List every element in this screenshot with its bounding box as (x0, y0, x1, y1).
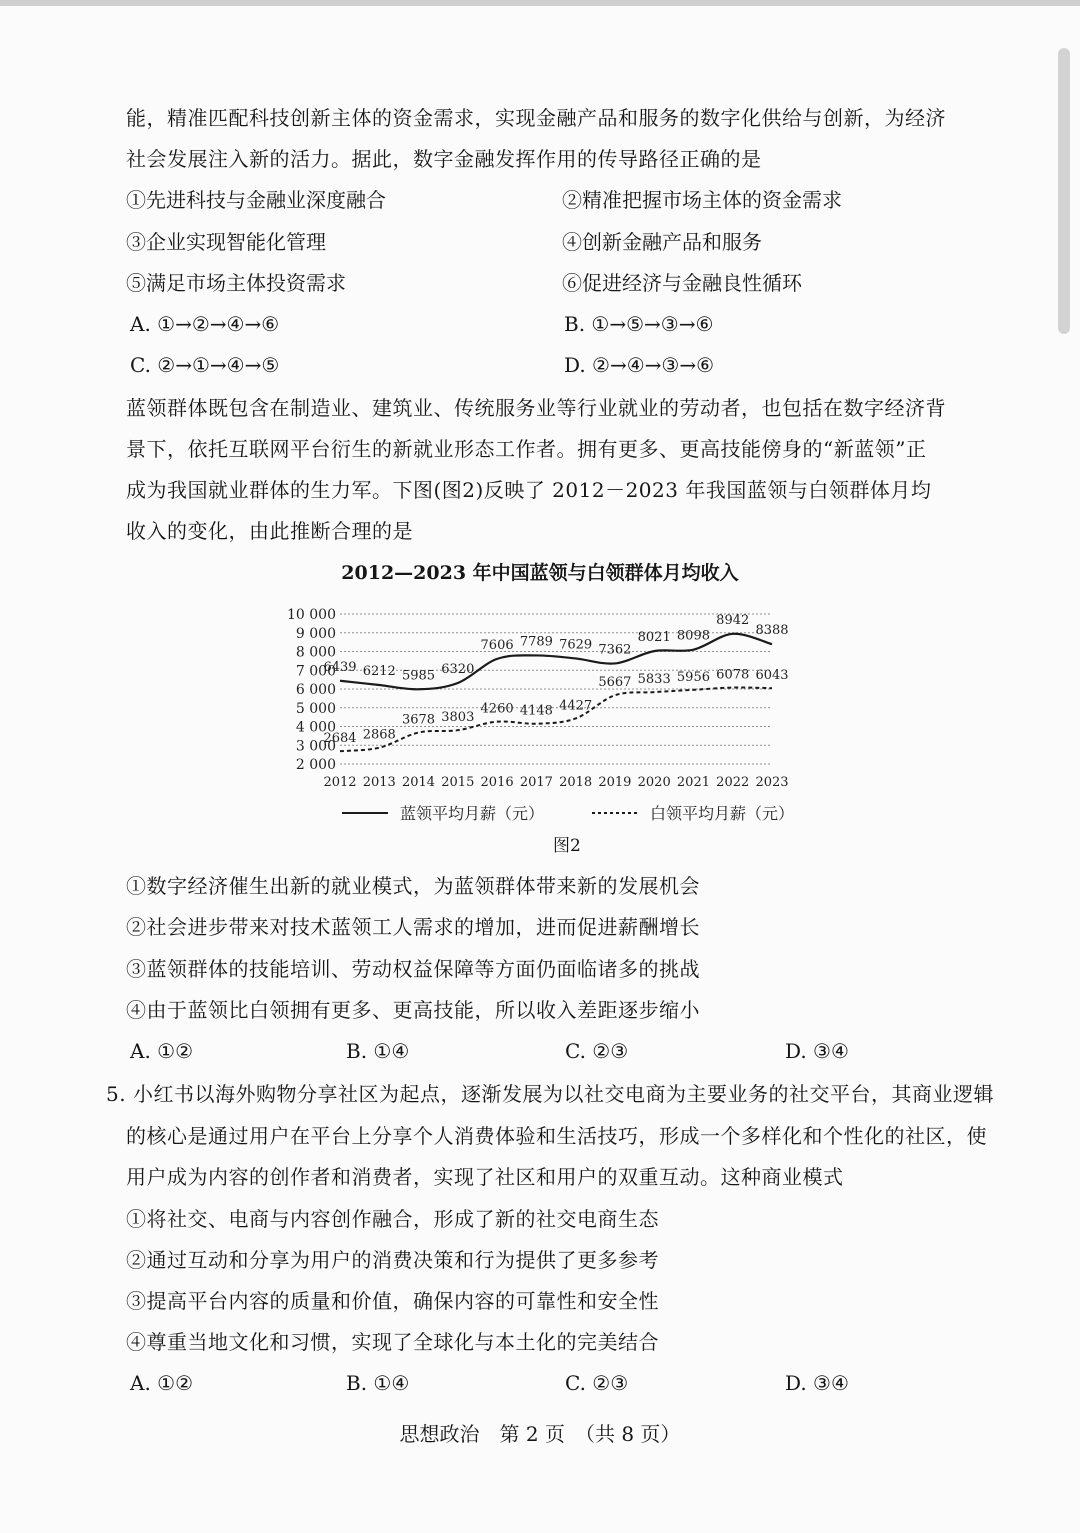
chart-title: 2012—2023 年中国蓝领与白领群体月均收入 (341, 562, 739, 584)
q3-choice-a: A. ①→②→④→⑥ (130, 312, 280, 336)
x-tick-label: 2020 (637, 775, 671, 790)
y-tick-label: 4 000 (295, 719, 336, 736)
q4-stem-line-3: 成为我国就业群体的生力军。下图(图2)反映了 2012－2023 年我国蓝领与白领群体月均 (126, 478, 932, 502)
legend-blue-collar: 蓝领平均月薪（元） (400, 804, 545, 823)
q5-choice-d: D. ③④ (785, 1371, 849, 1395)
white-collar-data-label: 2684 (323, 731, 357, 747)
page-footer: 思想政治 第 2 页 （共 8 页） (399, 1422, 681, 1446)
white-collar-data-label: 6043 (755, 668, 789, 684)
white-collar-data-label: 4427 (559, 698, 593, 714)
q5-stem-line-2: 的核心是通过用户在平台上分享个人消费体验和生活技巧，形成一个多样化和个性化的社区，使 (126, 1124, 987, 1148)
legend-white-collar: 白领平均月薪（元） (650, 804, 795, 823)
top-edge (0, 0, 1080, 6)
y-tick-label: 3 000 (295, 738, 336, 755)
q4-item-2: ②社会进步带来对技术蓝领工人需求的增加，进而促进薪酬增长 (126, 915, 700, 939)
q4-stem-line-1: 蓝领群体既包含在制造业、建筑业、传统服务业等行业就业的劳动者，也包括在数字经济背 (126, 396, 946, 420)
q3-item-1: ①先进科技与金融业深度融合 (126, 188, 386, 212)
blue-collar-data-label: 8388 (755, 623, 789, 639)
q5-item-3: ③提高平台内容的质量和价值，确保内容的可靠性和安全性 (126, 1289, 659, 1313)
x-tick-label: 2021 (676, 775, 711, 790)
blue-collar-data-label: 6320 (441, 662, 475, 677)
white-collar-data-label: 6078 (716, 667, 750, 683)
q4-choice-c: C. ②③ (565, 1039, 629, 1063)
y-tick-label: 2 000 (295, 757, 336, 773)
chart-x-ticks (323, 775, 788, 790)
x-tick-label: 2012 (323, 775, 357, 790)
q5-choice-c: C. ②③ (565, 1371, 629, 1395)
income-line-chart (270, 598, 830, 838)
q3-choice-d: D. ②→④→③→⑥ (564, 353, 715, 377)
white-collar-data-label: 2868 (362, 727, 396, 743)
white-collar-data-label: 5833 (637, 672, 671, 688)
q4-choice-b: B. ①④ (346, 1039, 410, 1063)
x-tick-label: 2016 (480, 775, 514, 790)
q5-stem-line-1: 5. 小红书以海外购物分享社区为起点，逐渐发展为以社交电商为主要业务的社交平台，其商业逻辑 (106, 1082, 994, 1106)
q3-item-2: ②精准把握市场主体的资金需求 (562, 188, 842, 212)
q4-choice-d: D. ③④ (785, 1039, 849, 1063)
blue-collar-data-label: 8098 (676, 628, 711, 644)
blue-collar-data-label: 6439 (323, 659, 357, 675)
figure-caption: 图2 (553, 836, 581, 856)
q4-choice-a: A. ①② (130, 1039, 194, 1063)
x-tick-label: 2013 (362, 775, 396, 790)
x-tick-label: 2014 (401, 775, 436, 790)
q4-item-1: ①数字经济催生出新的就业模式，为蓝领群体带来新的发展机会 (126, 874, 700, 898)
y-tick-label: 9 000 (295, 625, 336, 642)
q4-item-3: ③蓝领群体的技能培训、劳动权益保障等方面仍面临诸多的挑战 (126, 957, 700, 981)
y-tick-label: 5 000 (295, 700, 336, 717)
q5-item-1: ①将社交、电商与内容创作融合，形成了新的社交电商生态 (126, 1207, 659, 1231)
chart-legend (342, 804, 794, 823)
blue-collar-data-label: 7606 (480, 637, 514, 653)
x-tick-label: 2017 (519, 775, 553, 790)
q3-item-5: ⑤满足市场主体投资需求 (126, 271, 346, 295)
x-tick-label: 2015 (441, 775, 475, 790)
q4-stem-line-2: 景下，依托互联网平台衍生的新就业形态工作者。拥有更多、更高技能傍身的“新蓝领”正 (126, 437, 927, 461)
white-collar-data-label: 5956 (676, 669, 711, 685)
y-tick-label: 10 000 (287, 607, 336, 623)
white-collar-data-label: 4260 (480, 701, 514, 717)
q5-stem-line-3: 用户成为内容的创作者和消费者，实现了社区和用户的双重互动。这种商业模式 (126, 1165, 844, 1189)
q3-item-4: ④创新金融产品和服务 (562, 230, 762, 254)
blue-collar-data-label: 6212 (362, 664, 396, 680)
blue-collar-data-label: 8021 (637, 630, 671, 646)
q4-stem-line-4: 收入的变化，由此推断合理的是 (126, 519, 413, 543)
blue-collar-data-label: 8942 (716, 612, 750, 628)
blue-collar-data-label: 7362 (598, 642, 632, 658)
x-tick-label: 2023 (755, 775, 789, 790)
x-tick-label: 2019 (598, 775, 632, 790)
chart-y-ticks (287, 607, 336, 773)
x-tick-label: 2022 (716, 775, 750, 790)
blue-collar-data-label: 5985 (401, 668, 436, 684)
white-collar-data-label: 4148 (519, 703, 553, 719)
y-tick-label: 6 000 (295, 682, 336, 698)
q5-choice-b: B. ①④ (346, 1371, 410, 1395)
white-collar-data-label: 3678 (401, 712, 436, 728)
q5-item-2: ②通过互动和分享为用户的消费决策和行为提供了更多参考 (126, 1248, 659, 1272)
blue-collar-data-label: 7789 (519, 634, 553, 650)
scrollbar-thumb[interactable] (1058, 48, 1070, 334)
q3-choice-b: B. ①→⑤→③→⑥ (564, 312, 714, 336)
q3-stem-line-1: 能，精准匹配科技创新主体的资金需求，实现金融产品和服务的数字化供给与创新，为经济 (126, 106, 946, 130)
y-tick-label: 7 000 (295, 663, 336, 680)
q5-item-4: ④尊重当地文化和习惯，实现了全球化与本土化的完美结合 (126, 1330, 659, 1354)
blue-collar-data-label: 7629 (559, 637, 593, 653)
q3-choice-c: C. ②→①→④→⑤ (130, 353, 280, 377)
q3-item-6: ⑥促进经济与金融良性循环 (562, 271, 802, 295)
q3-item-3: ③企业实现智能化管理 (126, 230, 326, 254)
white-collar-data-label: 3803 (441, 710, 475, 726)
x-tick-label: 2018 (559, 775, 593, 790)
q5-choice-a: A. ①② (130, 1371, 194, 1395)
white-collar-data-label: 5667 (598, 675, 632, 691)
q4-item-4: ④由于蓝领比白领拥有更多、更高技能，所以收入差距逐步缩小 (126, 998, 700, 1022)
y-tick-label: 8 000 (295, 644, 336, 661)
q3-stem-line-2: 社会发展注入新的活力。据此，数字金融发挥作用的传导路径正确的是 (126, 147, 762, 171)
